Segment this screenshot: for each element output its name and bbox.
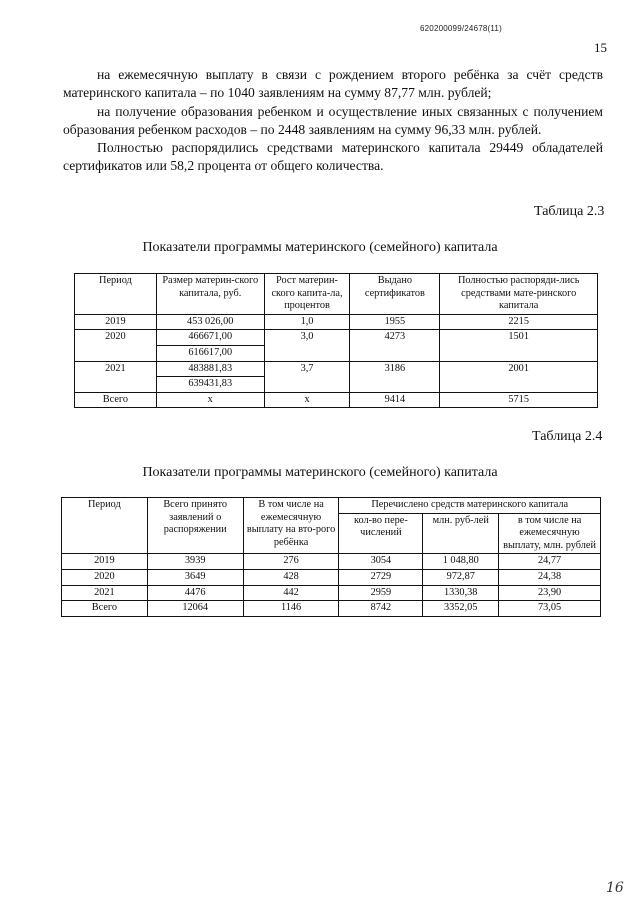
header-period: Период — [75, 274, 157, 315]
cell-count: 8742 — [339, 601, 423, 617]
table-row — [62, 569, 601, 585]
table-row-header — [75, 274, 598, 315]
cell-mln: 3352,05 — [423, 601, 499, 617]
cell-count: 2959 — [339, 585, 423, 601]
cell-growth: 1,0 — [264, 314, 350, 330]
table-2-3-title: Показатели программы материнского (семейного) капитала — [142, 240, 498, 255]
cell-monthly-mln: 73,05 — [499, 601, 601, 617]
cell-monthly-mln: 24,77 — [499, 554, 601, 570]
body-text — [63, 66, 603, 176]
cell-accepted: 4476 — [147, 585, 243, 601]
table-row — [75, 330, 598, 346]
header-capital-size: Размер материн-ского капитала, руб. — [156, 274, 264, 315]
cell-mln: 972,87 — [423, 569, 499, 585]
paragraph-fully-used: Полностью распорядились средствами материнского капитала 29449 обладателей сертификатов или 58,2 процента от общего количества. — [63, 140, 603, 174]
cell-monthly: 428 — [243, 569, 339, 585]
cell-period: 2020 — [62, 569, 148, 585]
document-id: 620200099/24678(11) — [420, 24, 502, 33]
table-2-3-label: Таблица 2.3 — [534, 204, 605, 219]
cell-issued: 4273 — [350, 330, 440, 361]
cell-size: 466671,00 — [156, 330, 264, 346]
cell-size: х — [156, 392, 264, 408]
cell-period: Всего — [62, 601, 148, 617]
header-mln-rubles: млн. руб-лей — [423, 513, 499, 554]
handwritten-page-number: 16 — [606, 880, 624, 896]
cell-size: 616617,00 — [156, 345, 264, 361]
header-fully-used: Полностью распоряди-лись средствами мате-ринского капитала — [440, 274, 598, 315]
cell-accepted: 3649 — [147, 569, 243, 585]
cell-count: 3054 — [339, 554, 423, 570]
cell-size: 483881,83 — [156, 361, 264, 377]
cell-monthly: 1146 — [243, 601, 339, 617]
header-monthly-mln: в том числе на ежемесячную выплату, млн. рублей — [499, 513, 601, 554]
cell-period: 2021 — [62, 585, 148, 601]
cell-used: 1501 — [440, 330, 598, 361]
cell-used: 5715 — [440, 392, 598, 408]
table-2-4-title: Показатели программы материнского (семейного) капитала — [142, 465, 498, 480]
cell-size: 453 026,00 — [156, 314, 264, 330]
cell-growth: х — [264, 392, 350, 408]
cell-period: 2020 — [75, 330, 157, 361]
header-transferred: Перечислено средств материнского капитала — [339, 498, 601, 514]
cell-accepted: 3939 — [147, 554, 243, 570]
header-transfer-count: кол-во пере-числений — [339, 513, 423, 554]
table-row-header — [62, 498, 601, 514]
cell-monthly-mln: 23,90 — [499, 585, 601, 601]
cell-period: 2019 — [75, 314, 157, 330]
cell-mln: 1 048,80 — [423, 554, 499, 570]
header-period: Период — [62, 498, 148, 554]
cell-monthly-mln: 24,38 — [499, 569, 601, 585]
header-monthly-second-child: В том числе на ежемесячную выплату на вто-рого ребёнка — [243, 498, 339, 554]
cell-issued: 1955 — [350, 314, 440, 330]
cell-used: 2215 — [440, 314, 598, 330]
cell-period: 2021 — [75, 361, 157, 392]
cell-issued: 9414 — [350, 392, 440, 408]
header-issued: Выдано сертификатов — [350, 274, 440, 315]
cell-accepted: 12064 — [147, 601, 243, 617]
cell-monthly: 442 — [243, 585, 339, 601]
table-row — [62, 554, 601, 570]
paragraph-education: на получение образования ребенком и осуществление иных связанных с получением образования ребенком расходов – по 2448 заявлениям на сумму 96,33 млн. рублей. — [63, 103, 603, 137]
table-row — [75, 314, 598, 330]
header-total-accepted: Всего принято заявлений о распоряжении — [147, 498, 243, 554]
table-2-4-label: Таблица 2.4 — [532, 429, 603, 444]
cell-mln: 1330,38 — [423, 585, 499, 601]
table-2-4 — [61, 497, 601, 617]
cell-used: 2001 — [440, 361, 598, 392]
cell-count: 2729 — [339, 569, 423, 585]
table-row — [62, 585, 601, 601]
paragraph-monthly-payment: на ежемесячную выплату в связи с рождением второго ребёнка за счёт средств материнского капитала – по 1040 заявлениям на сумму 87,77 млн. рублей; — [63, 67, 603, 101]
cell-growth: 3,0 — [264, 330, 350, 361]
cell-size: 639431,83 — [156, 377, 264, 393]
cell-monthly: 276 — [243, 554, 339, 570]
cell-issued: 3186 — [350, 361, 440, 392]
table-row-total — [75, 392, 598, 408]
table-row-total — [62, 601, 601, 617]
page-number: 15 — [594, 40, 607, 55]
cell-period: 2019 — [62, 554, 148, 570]
table-2-3 — [74, 273, 598, 408]
table-row — [75, 361, 598, 377]
cell-period: Всего — [75, 392, 157, 408]
cell-growth: 3,7 — [264, 361, 350, 392]
header-growth: Рост материн-ского капита-ла, процентов — [264, 274, 350, 315]
